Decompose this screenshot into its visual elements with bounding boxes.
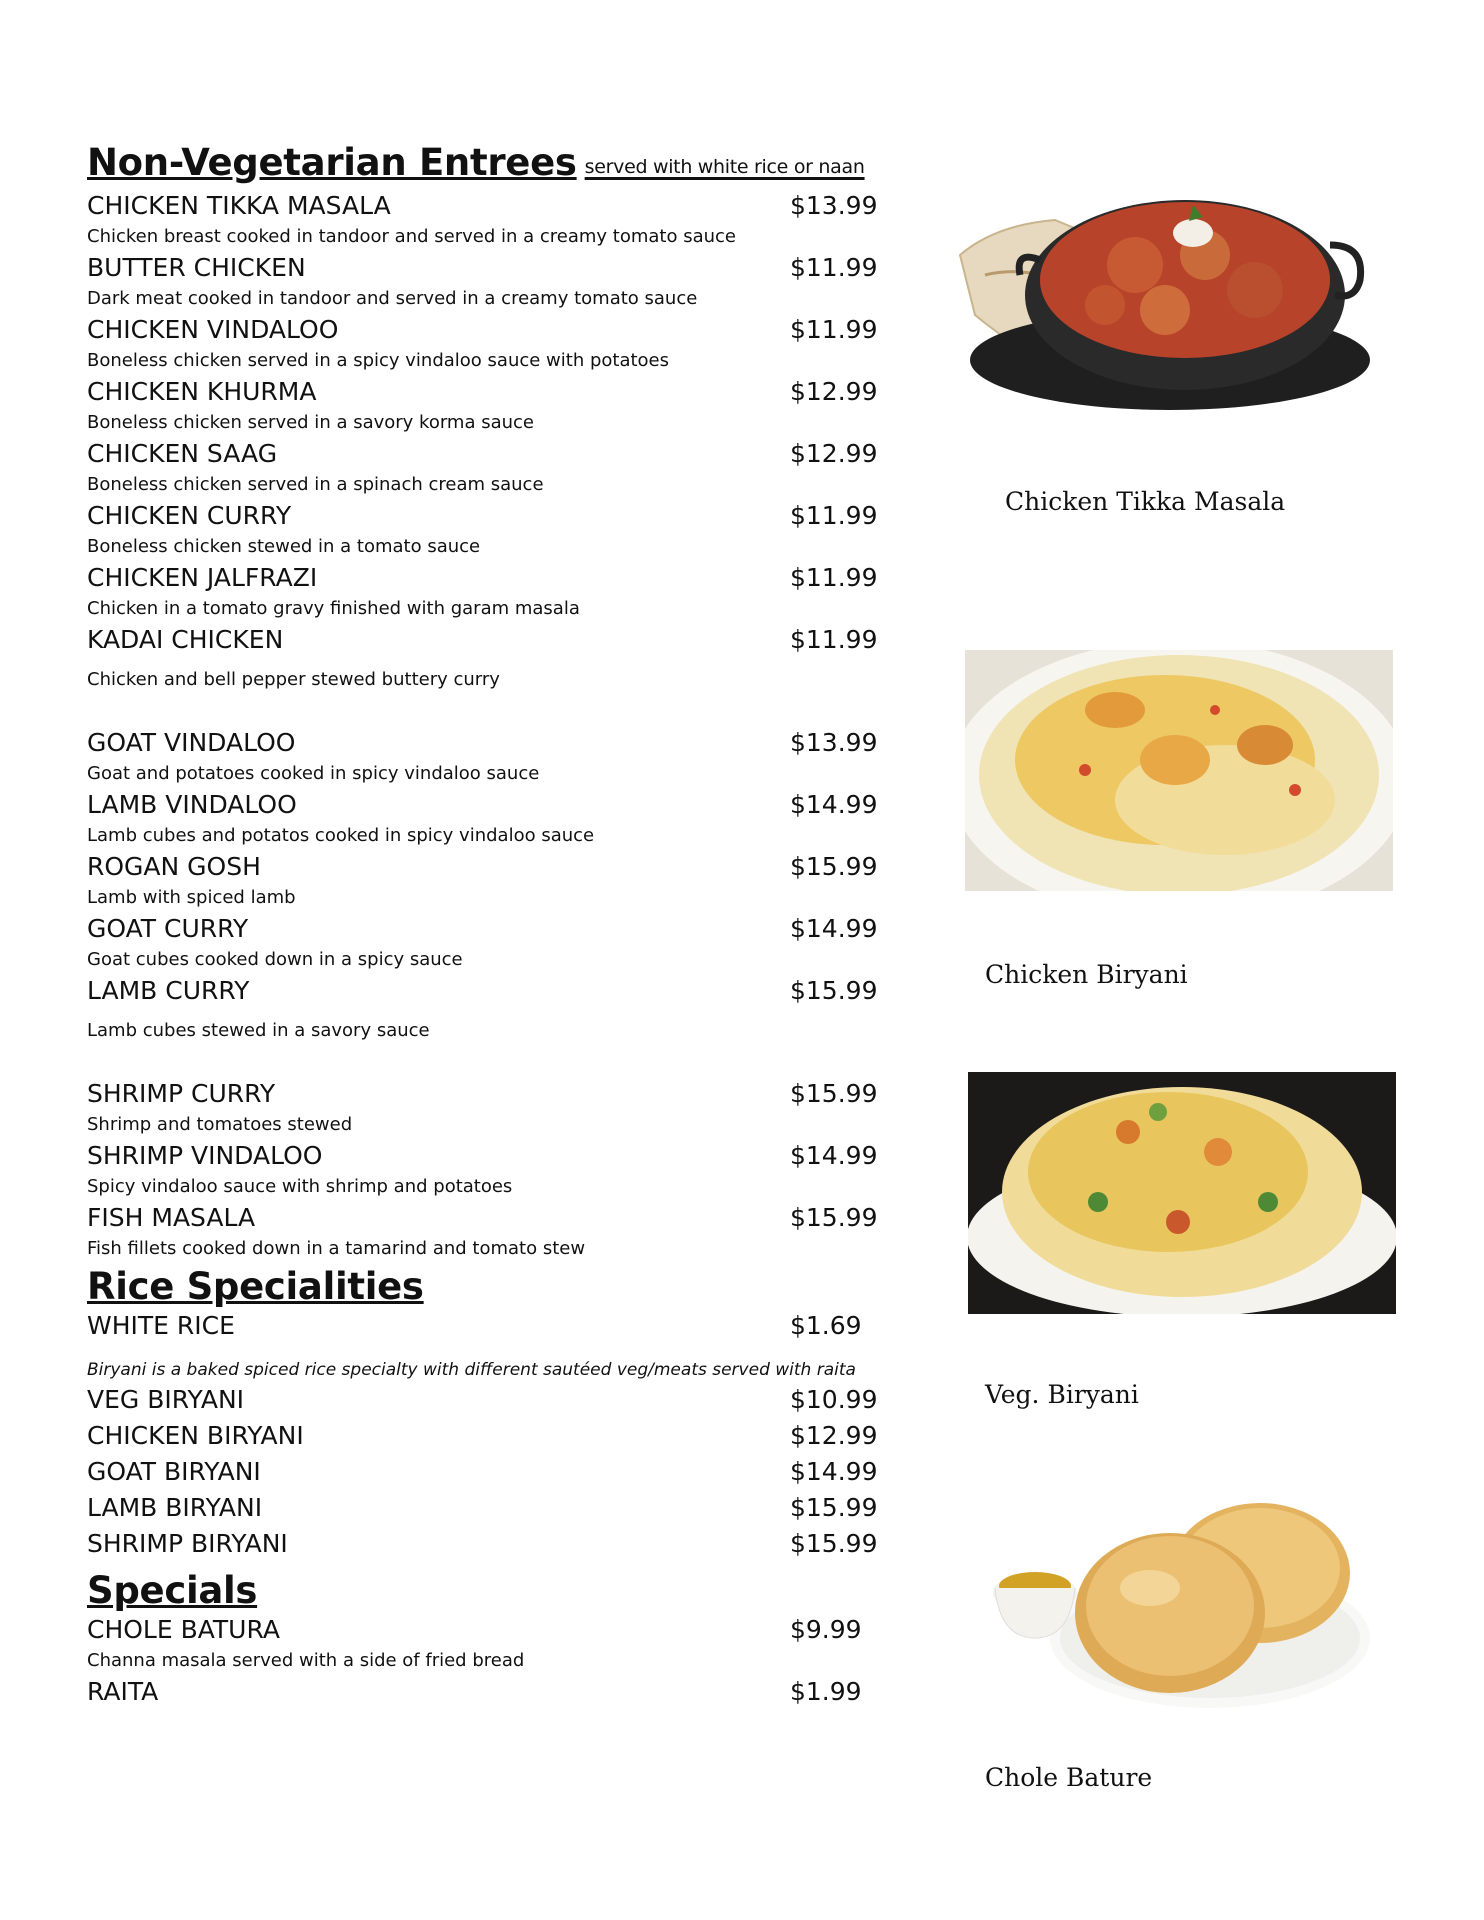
item-price: $10.99 (790, 1385, 878, 1414)
item-name: CHICKEN SAAG (87, 439, 278, 468)
item-name: FISH MASALA (87, 1203, 256, 1232)
menu-item (87, 1614, 877, 1646)
menu-item (87, 190, 877, 222)
item-desc: Boneless chicken stewed in a tomato sauce (87, 536, 481, 557)
menu-item (87, 1140, 877, 1172)
item-name: CHICKEN JALFRAZI (87, 563, 318, 592)
spacer (87, 695, 877, 727)
rice-section (87, 1264, 877, 1562)
item-price: $14.99 (790, 914, 878, 943)
item-price: $15.99 (790, 852, 878, 881)
item-name: LAMB CURRY (87, 976, 250, 1005)
menu-item (87, 1526, 877, 1562)
section-title (87, 140, 877, 190)
specials-title: Specials (87, 1569, 258, 1612)
item-name: SHRIMP CURRY (87, 1079, 276, 1108)
photo-caption: Chicken Tikka Masala (1005, 487, 1286, 516)
item-desc: Goat cubes cooked down in a spicy sauce (87, 949, 463, 970)
menu-item (87, 500, 877, 532)
menu-item (87, 727, 877, 759)
menu-item (87, 789, 877, 821)
menu-item (87, 1202, 877, 1234)
item-price: $11.99 (790, 253, 878, 282)
menu-item (87, 314, 877, 346)
item-desc: Lamb cubes stewed in a savory sauce (87, 1020, 430, 1041)
item-price: $12.99 (790, 1421, 878, 1450)
item-desc: Spicy vindaloo sauce with shrimp and potatoes (87, 1176, 513, 1197)
item-name: GOAT VINDALOO (87, 728, 296, 757)
item-name: RAITA (87, 1677, 159, 1706)
item-price: $11.99 (790, 625, 878, 654)
nonveg-note: served with white rice or naan (584, 156, 865, 178)
menu-item (87, 562, 877, 594)
item-price: $15.99 (790, 1493, 878, 1522)
item-price: $13.99 (790, 728, 878, 757)
item-name: CHICKEN CURRY (87, 501, 292, 530)
item-desc: Boneless chicken served in a savory korma sauce (87, 412, 534, 433)
menu-item (87, 975, 877, 1007)
item-desc: Dark meat cooked in tandoor and served in a creamy tomato sauce (87, 288, 698, 309)
item-price: $12.99 (790, 439, 878, 468)
menu-item (87, 1490, 877, 1526)
item-price: $1.69 (790, 1311, 862, 1340)
item-price: $14.99 (790, 1141, 878, 1170)
item-name: LAMB BIRYANI (87, 1493, 263, 1522)
item-price: $1.99 (790, 1677, 862, 1706)
item-price: $14.99 (790, 790, 878, 819)
menu-item (87, 1382, 877, 1418)
item-desc: Boneless chicken served in a spinach cream sauce (87, 474, 544, 495)
photo-caption: Chicken Biryani (985, 960, 1188, 989)
item-price: $11.99 (790, 501, 878, 530)
item-name: GOAT CURRY (87, 914, 249, 943)
nonveg-section (87, 140, 877, 1264)
menu-item (87, 851, 877, 883)
photo-caption: Chole Bature (985, 1763, 1153, 1792)
item-name: KADAI CHICKEN (87, 625, 284, 654)
item-name: CHICKEN TIKKA MASALA (87, 191, 391, 220)
item-name: VEG BIRYANI (87, 1385, 245, 1414)
item-desc: Lamb with spiced lamb (87, 887, 296, 908)
item-name: SHRIMP BIRYANI (87, 1529, 288, 1558)
menu-item (87, 913, 877, 945)
item-price: $15.99 (790, 976, 878, 1005)
biryani-plate-photo (965, 650, 1393, 891)
menu-item (87, 1310, 877, 1342)
item-price: $11.99 (790, 315, 878, 344)
item-name: LAMB VINDALOO (87, 790, 297, 819)
menu-item (87, 624, 877, 656)
menu-column (87, 140, 877, 1708)
item-desc: Boneless chicken served in a spicy vindaloo sauce with potatoes (87, 350, 670, 371)
rice-title: Rice Specialities (87, 1265, 424, 1308)
item-name: BUTTER CHICKEN (87, 253, 306, 282)
item-price: $9.99 (790, 1615, 862, 1644)
item-name: GOAT BIRYANI (87, 1457, 261, 1486)
menu-item (87, 252, 877, 284)
item-price: $15.99 (790, 1079, 878, 1108)
chole-bature-photo (980, 1488, 1375, 1723)
item-price: $11.99 (790, 563, 878, 592)
menu-item (87, 1418, 877, 1454)
item-price: $13.99 (790, 191, 878, 220)
specials-section (87, 1568, 877, 1708)
item-price: $15.99 (790, 1203, 878, 1232)
item-name: CHICKEN VINDALOO (87, 315, 339, 344)
item-name: ROGAN GOSH (87, 852, 261, 881)
item-name: CHICKEN KHURMA (87, 377, 317, 406)
item-name: CHOLE BATURA (87, 1615, 280, 1644)
item-desc: Fish fillets cooked down in a tamarind and tomato stew (87, 1238, 586, 1259)
item-price: $15.99 (790, 1529, 878, 1558)
photo-caption: Veg. Biryani (985, 1380, 1139, 1409)
biryani-note: Biryani is a baked spiced rice specialty with different sautéed veg/meats served with raita (87, 1360, 856, 1380)
item-desc: Goat and potatoes cooked in spicy vindaloo sauce (87, 763, 540, 784)
menu-item (87, 376, 877, 408)
item-name: SHRIMP VINDALOO (87, 1141, 323, 1170)
item-desc: Shrimp and tomatoes stewed (87, 1114, 353, 1135)
curry-bowl-photo (955, 185, 1375, 420)
menu-item (87, 438, 877, 470)
item-desc: Chicken breast cooked in tandoor and served in a creamy tomato sauce (87, 226, 737, 247)
spacer (87, 1046, 877, 1078)
item-price: $14.99 (790, 1457, 878, 1486)
menu-item (87, 1454, 877, 1490)
menu-item (87, 1078, 877, 1110)
veg-biryani-plate-photo (968, 1072, 1396, 1314)
menu-item (87, 1676, 877, 1708)
item-desc: Channa masala served with a side of fried bread (87, 1650, 525, 1671)
item-name: CHICKEN BIRYANI (87, 1421, 304, 1450)
item-price: $12.99 (790, 377, 878, 406)
item-desc: Chicken and bell pepper stewed buttery curry (87, 669, 500, 690)
nonveg-title: Non-Vegetarian Entrees (87, 141, 577, 184)
biryani-list (87, 1382, 877, 1562)
item-name: WHITE RICE (87, 1311, 235, 1340)
item-desc: Lamb cubes and potatos cooked in spicy vindaloo sauce (87, 825, 595, 846)
item-desc: Chicken in a tomato gravy finished with garam masala (87, 598, 580, 619)
